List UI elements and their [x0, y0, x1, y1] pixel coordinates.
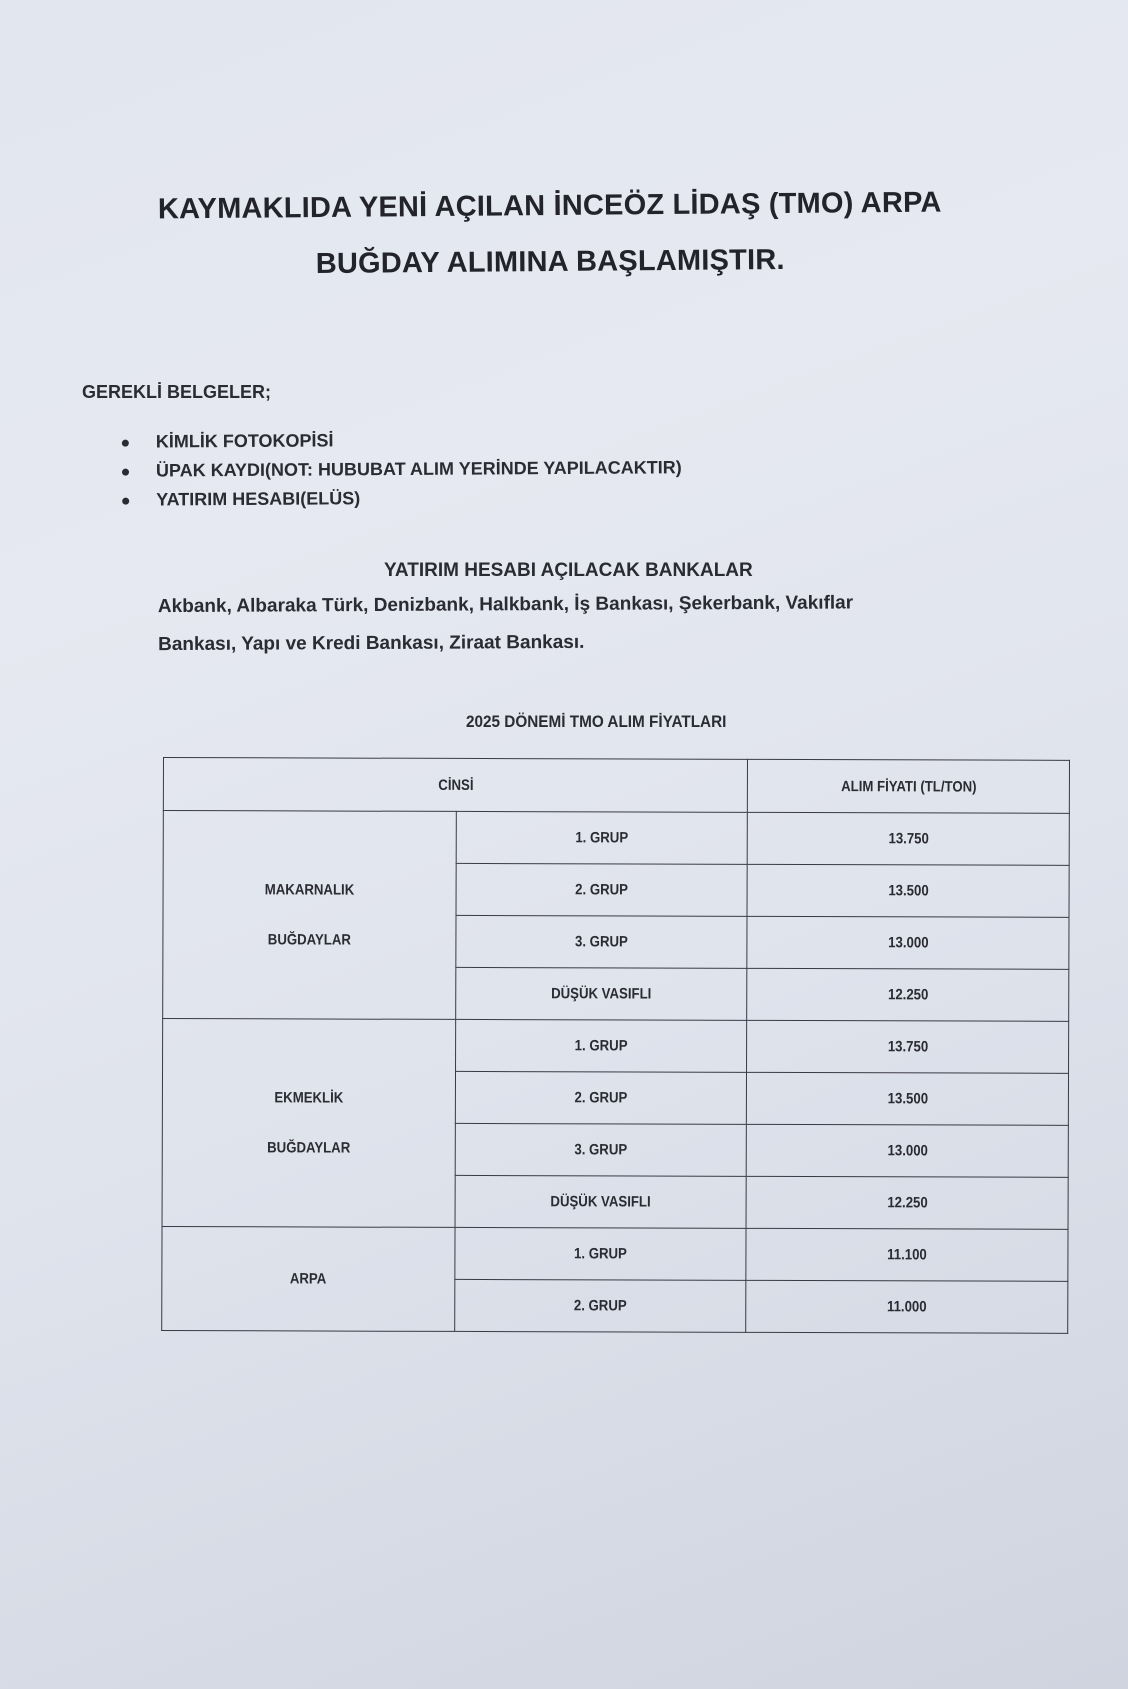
table-header-row: [163, 758, 1069, 814]
banks-heading: YATIRIM HESABI AÇILACAK BANKALAR: [384, 560, 753, 581]
documents-list: [118, 424, 682, 514]
price-cell: 12.250: [747, 1176, 1069, 1229]
list-item-label: KİMLİK FOTOKOPİSİ: [155, 430, 334, 452]
price-cell: 11.100: [746, 1228, 1068, 1281]
grade-cell: 2. GRUP: [455, 1071, 747, 1124]
grade-cell: 2. GRUP: [455, 1279, 747, 1332]
bullet-icon: [122, 469, 129, 476]
list-item-label: ÜPAK KAYDI(NOT: HUBUBAT ALIM YERİNDE YAPILACAKTIR): [155, 457, 682, 481]
list-item: [118, 453, 682, 485]
list-item: [118, 424, 682, 456]
table-row: [163, 1019, 1069, 1074]
price-cell: 13.000: [747, 916, 1069, 969]
grade-cell: 2. GRUP: [456, 863, 748, 916]
price-cell: 13.500: [747, 1072, 1069, 1125]
group-name-arpa: ARPA: [162, 1226, 455, 1331]
banks-line-1: Akbank, Albaraka Türk, Denizbank, Halkbank, İş Bankası, Şekerbank, Vakıflar: [157, 592, 854, 618]
bullet-icon: [122, 498, 129, 505]
list-item: [118, 482, 682, 514]
bullet-icon: [122, 440, 129, 447]
title-line-1: KAYMAKLIDA YENİ AÇILAN İNCEÖZ LİDAŞ (TMO) ARPA: [157, 186, 942, 226]
price-cell: 11.000: [746, 1280, 1068, 1333]
table-row: [163, 811, 1069, 866]
group-name-ekmeklik: EKMEKLİK BUĞDAYLAR: [162, 1019, 456, 1228]
grade-cell: 1. GRUP: [455, 1227, 747, 1280]
table-title: 2025 DÖNEMİ TMO ALIM FİYATLARI: [466, 712, 727, 731]
list-item-label: YATIRIM HESABI(ELÜS): [156, 488, 361, 510]
group-name-makarnalik: MAKARNALIK BUĞDAYLAR: [163, 811, 457, 1020]
grade-cell: 1. GRUP: [455, 1019, 747, 1072]
grade-cell: DÜŞÜK VASIFLI: [456, 967, 748, 1020]
grade-cell: 1. GRUP: [456, 811, 748, 864]
grade-cell: DÜŞÜK VASIFLI: [455, 1175, 747, 1228]
grade-cell: 3. GRUP: [456, 915, 748, 968]
header-price: ALIM FİYATI (TL/TON): [748, 759, 1070, 813]
banks-list: [158, 584, 958, 664]
price-cell: 13.750: [747, 1020, 1069, 1073]
page-title: [100, 174, 1001, 294]
price-cell: 13.500: [747, 864, 1069, 917]
title-line-2: BUĞDAY ALIMINA BAŞLAMIŞTIR.: [315, 243, 785, 281]
price-cell: 13.750: [748, 812, 1070, 865]
grade-cell: 3. GRUP: [455, 1123, 747, 1176]
table-row: [162, 1226, 1068, 1281]
documents-heading: GEREKLİ BELGELER;: [82, 382, 272, 402]
header-type: CİNSİ: [163, 758, 748, 813]
price-cell: 13.000: [747, 1124, 1069, 1177]
price-cell: 12.250: [747, 968, 1069, 1021]
banks-line-2: Bankası, Yapı ve Kredi Bankası, Ziraat Bankası.: [158, 631, 585, 656]
price-table: [161, 757, 1070, 1334]
